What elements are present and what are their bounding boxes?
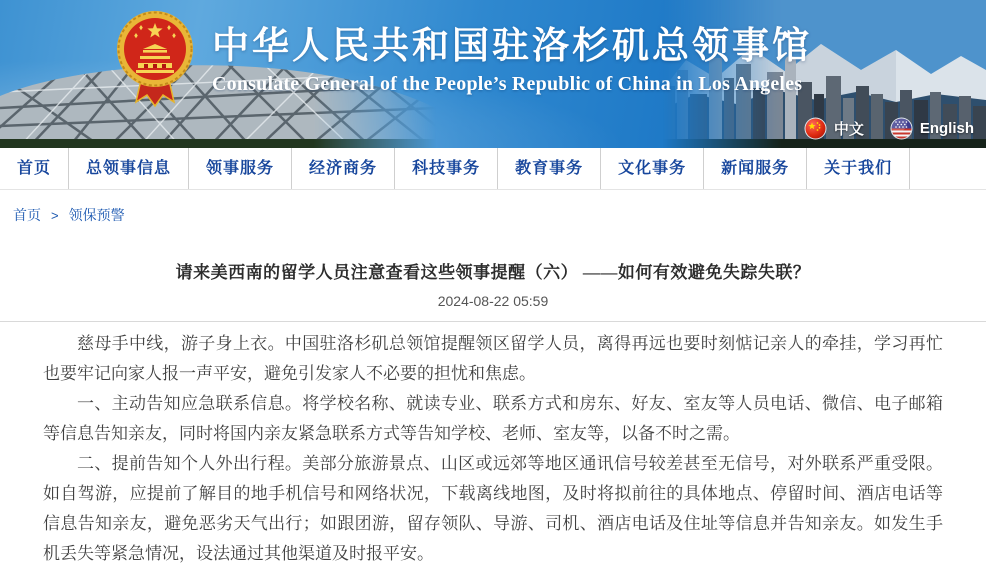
nav-link-consul-general-info[interactable]: 总领事信息	[86, 160, 172, 177]
nav-item-news[interactable]	[704, 148, 807, 189]
language-chinese-label: 中文	[833, 121, 864, 138]
language-english-button[interactable]	[890, 117, 974, 140]
nav-link-about-us[interactable]: 关于我们	[824, 160, 893, 177]
nav-link-economic-commerce[interactable]: 经济商务	[309, 160, 378, 177]
breadcrumb-current-link[interactable]: 领保预警	[68, 209, 125, 224]
site-title-block	[212, 26, 812, 96]
us-flag-icon	[890, 117, 913, 140]
article-date: 2024-08-22 05:59	[437, 293, 549, 309]
nav-link-home[interactable]: 首页	[17, 160, 52, 177]
title-divider	[0, 321, 986, 322]
nav-item-science-tech[interactable]	[395, 148, 498, 189]
nav-item-economic-commerce[interactable]	[292, 148, 395, 189]
article-title: 请来美西南的留学人员注意查看这些领事提醒（六） ——如何有效避免失踪失联？	[175, 263, 811, 282]
breadcrumb-separator: >	[51, 208, 59, 223]
nav-link-news[interactable]: 新闻服务	[721, 160, 790, 177]
nav-item-consul-general-info[interactable]	[69, 148, 189, 189]
article-body	[43, 329, 943, 569]
breadcrumb-home-link[interactable]: 首页	[13, 209, 41, 224]
language-english-label: English	[919, 120, 974, 137]
china-national-emblem-icon	[113, 9, 197, 109]
nav-link-culture[interactable]: 文化事务	[618, 160, 687, 177]
article-paragraph-3: 二、提前告知个人外出行程。美部分旅游景点、山区或远郊等地区通讯信号较差甚至无信号，对外联系严重受限。如自驾游，应提前了解目的地手机信号和网络状况，下载离线地图，及时将拟前往的具体地点、停留时间、酒店电话等信息告知亲友，避免恶劣天气出行；如跟团游，留存领队、导游、司机、酒店电话及住址等信息并告知亲友。如发生手机丢失等紧急情况，设法通过其他渠道及时报平安。	[43, 454, 943, 563]
main-navigation	[0, 148, 986, 190]
site-title-chinese: 中华人民共和国驻洛杉矶总领事馆	[212, 26, 812, 67]
header-banner	[0, 0, 986, 148]
nav-item-education[interactable]	[498, 148, 601, 189]
breadcrumb	[0, 190, 986, 225]
nav-item-home[interactable]	[0, 148, 69, 189]
article-paragraph-1: 慈母手中线，游子身上衣。中国驻洛杉矶总领馆提醒领区留学人员，离得再远也要时刻惦记亲人的牵挂，学习再忙也要牢记向家人报一声平安，避免引发家人不必要的担忧和焦虑。	[43, 334, 943, 383]
nav-item-culture[interactable]	[601, 148, 704, 189]
nav-link-education[interactable]: 教育事务	[515, 160, 584, 177]
language-chinese-button[interactable]	[804, 117, 864, 140]
language-switcher	[804, 117, 974, 140]
nav-item-consular-services[interactable]	[189, 148, 292, 189]
nav-link-consular-services[interactable]: 领事服务	[206, 160, 275, 177]
cn-flag-icon	[804, 117, 827, 140]
site-title-english: Consulate General of the People’s Republic of China in Los Angeles	[212, 72, 803, 95]
article-paragraph-2: 一、主动告知应急联系信息。将学校名称、就读专业、联系方式和房东、好友、室友等人员电话、微信、电子邮箱等信息告知亲友，同时将国内亲友紧急联系方式等告知学校、老师、室友等，以备不时之需。	[43, 394, 943, 443]
nav-item-about-us[interactable]	[807, 148, 910, 189]
nav-link-science-tech[interactable]: 科技事务	[412, 160, 481, 177]
